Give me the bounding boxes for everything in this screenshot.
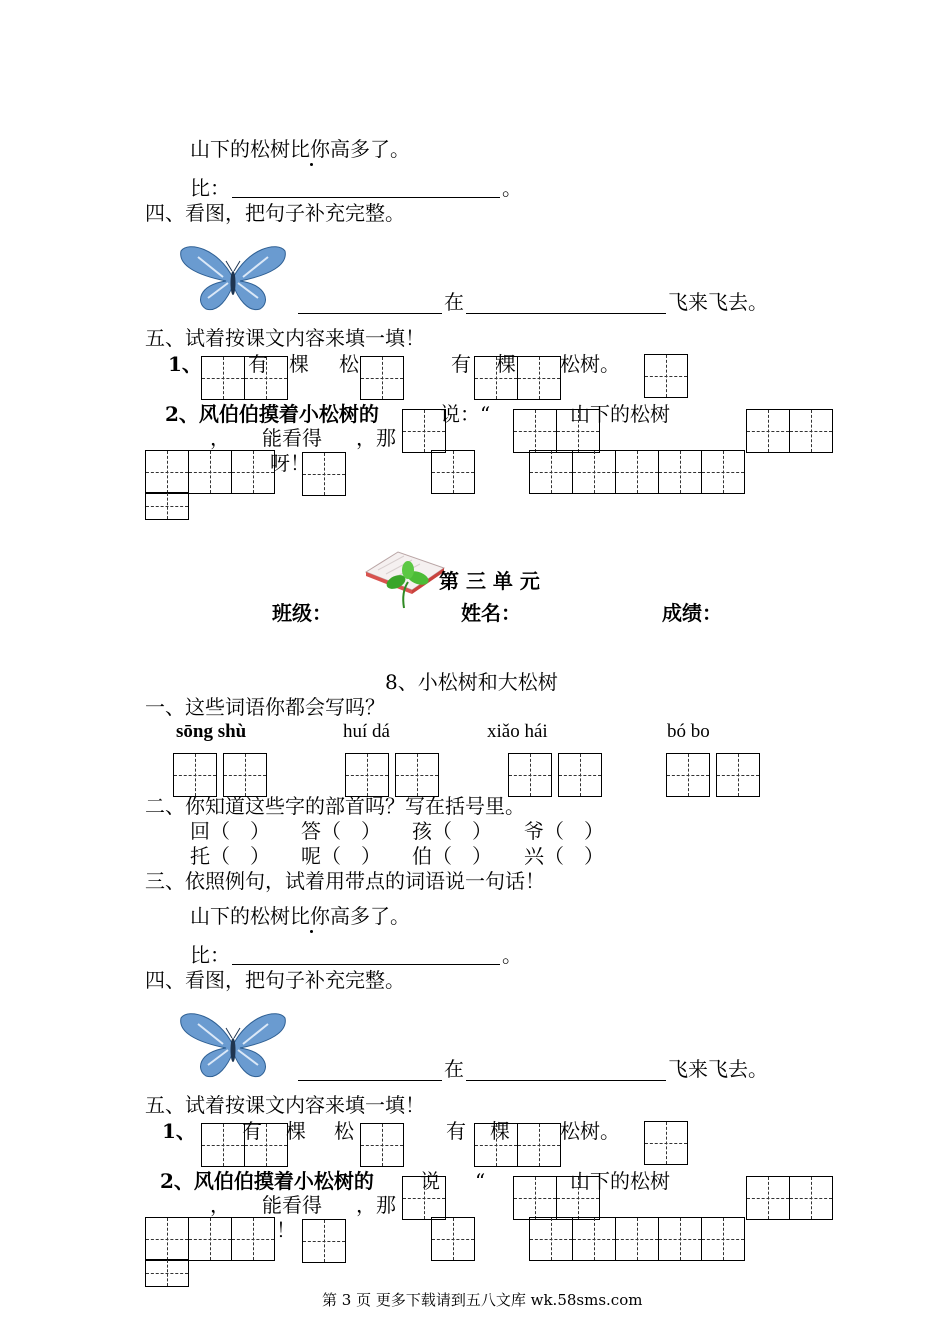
- text-fragment: 松树。: [560, 352, 620, 376]
- text-fragment: 棵: [496, 352, 516, 376]
- writing-box[interactable]: [701, 1217, 745, 1261]
- writing-box[interactable]: [789, 1176, 833, 1220]
- pinyin-label: huí dá: [343, 721, 390, 742]
- writing-box[interactable]: [746, 1176, 790, 1220]
- bi-prefix: 比：: [190, 943, 230, 967]
- zai-label: 在: [444, 290, 464, 314]
- writing-box[interactable]: [529, 450, 573, 494]
- question-3-heading: 三、依照例句，试着用带点的词语说一句话！: [145, 869, 545, 893]
- text-fragment: 棵: [490, 1119, 510, 1143]
- blank-line[interactable]: [298, 1080, 442, 1081]
- item-number: 1、: [168, 352, 202, 376]
- pinyin-label: sōng shù: [176, 721, 247, 742]
- question-4-heading: 四、看图，把句子补充完整。: [145, 968, 405, 992]
- zai-label: 在: [444, 1057, 464, 1081]
- text-fragment: 呀！: [270, 451, 310, 475]
- writing-box[interactable]: [513, 409, 557, 453]
- name-label: 姓名：: [461, 601, 521, 625]
- text-fragment: ，: [210, 1193, 230, 1217]
- example-sentence: 山下的松树比你高多了。: [190, 904, 410, 928]
- writing-box[interactable]: [517, 1123, 561, 1167]
- writing-box[interactable]: [701, 450, 745, 494]
- writing-box[interactable]: [716, 753, 760, 797]
- class-label: 班级：: [272, 601, 332, 625]
- pinyin-label: bó bo: [667, 721, 710, 742]
- text-fragment: 棵: [286, 1119, 306, 1143]
- writing-box[interactable]: [201, 356, 245, 400]
- writing-box[interactable]: [360, 356, 404, 400]
- answer-line[interactable]: [232, 964, 500, 965]
- writing-box[interactable]: [302, 452, 346, 496]
- writing-box[interactable]: [223, 753, 267, 797]
- writing-box[interactable]: [517, 356, 561, 400]
- writing-box[interactable]: [402, 409, 446, 453]
- writing-box[interactable]: [572, 1217, 616, 1261]
- text-fragment: 有: [242, 1119, 262, 1143]
- text-fragment: 能看得: [262, 1193, 322, 1217]
- lesson-title: 8、小松树和大松树: [385, 670, 558, 694]
- example-sentence: 山下的松树比你高多了。: [190, 137, 410, 161]
- writing-box[interactable]: [556, 1176, 600, 1220]
- radical-item: 孩（ ）: [412, 819, 492, 843]
- book-leaf-icon: [358, 542, 448, 610]
- radical-item: 兴（ ）: [524, 844, 604, 868]
- text-fragment: 松树。: [560, 1119, 620, 1143]
- item-text: 2、风伯伯摸着小松树的: [165, 402, 379, 426]
- writing-box[interactable]: [201, 1123, 245, 1167]
- writing-box[interactable]: [145, 1259, 189, 1287]
- text-fragment: 松: [339, 352, 359, 376]
- unit-title: 第 三 单 元: [439, 569, 540, 593]
- text-fragment: 说: [420, 1169, 440, 1193]
- pinyin-label: xiǎo hái: [487, 721, 548, 742]
- radical-item: 呢（ ）: [301, 844, 381, 868]
- writing-box[interactable]: [513, 1176, 557, 1220]
- writing-box[interactable]: [244, 1123, 288, 1167]
- butterfly-icon: [178, 243, 288, 313]
- text-fragment: 能看得: [262, 426, 322, 450]
- writing-box[interactable]: [474, 356, 518, 400]
- writing-box[interactable]: [615, 1217, 659, 1261]
- text-fragment: 有: [248, 352, 268, 376]
- text-fragment: 山下的松树: [570, 1169, 670, 1193]
- writing-box[interactable]: [558, 753, 602, 797]
- radical-item: 答（ ）: [301, 819, 381, 843]
- question-1-heading: 一、这些词语你都会写吗？: [145, 695, 385, 719]
- bi-end: 。: [502, 943, 522, 967]
- writing-box[interactable]: [644, 1121, 688, 1165]
- writing-box[interactable]: [556, 409, 600, 453]
- question-2-heading: 二、你知道这些字的部首吗？写在括号里。: [145, 794, 525, 818]
- text-fragment: ！: [276, 1218, 296, 1242]
- text-fragment: 松: [334, 1119, 354, 1143]
- blank-line[interactable]: [466, 313, 666, 314]
- radical-item: 伯（ ）: [412, 844, 492, 868]
- emphasis-dot: [310, 163, 313, 166]
- writing-box[interactable]: [402, 1176, 446, 1220]
- item-text: 2、风伯伯摸着小松树的: [160, 1169, 374, 1193]
- writing-box[interactable]: [431, 1217, 475, 1261]
- answer-line[interactable]: [232, 197, 500, 198]
- writing-box[interactable]: [789, 409, 833, 453]
- writing-box[interactable]: [145, 1217, 189, 1261]
- text-fragment: ，那: [356, 1193, 396, 1217]
- writing-box[interactable]: [508, 753, 552, 797]
- writing-box[interactable]: [431, 450, 475, 494]
- writing-box[interactable]: [529, 1217, 573, 1261]
- bi-prefix: 比：: [190, 176, 230, 200]
- text-fragment: 说：: [440, 402, 480, 426]
- question-4-heading: 四、看图，把句子补充完整。: [145, 201, 405, 225]
- writing-box[interactable]: [644, 354, 688, 398]
- writing-box[interactable]: [231, 1217, 275, 1261]
- writing-box[interactable]: [666, 753, 710, 797]
- writing-box[interactable]: [658, 1217, 702, 1261]
- blank-line[interactable]: [298, 313, 442, 314]
- writing-box[interactable]: [746, 409, 790, 453]
- text-fragment: ，: [210, 426, 230, 450]
- text-fragment: ，那: [356, 426, 396, 450]
- bi-end: 。: [502, 176, 522, 200]
- writing-box[interactable]: [173, 753, 217, 797]
- writing-box[interactable]: [395, 753, 439, 797]
- writing-box[interactable]: [658, 450, 702, 494]
- question-5-heading: 五、试着按课文内容来填一填！: [145, 1093, 425, 1117]
- writing-box[interactable]: [188, 450, 232, 494]
- writing-box[interactable]: [302, 1219, 346, 1263]
- question-5-heading: 五、试着按课文内容来填一填！: [145, 326, 425, 350]
- text-fragment: 山下的松树: [570, 402, 670, 426]
- radical-item: 托（ ）: [190, 844, 270, 868]
- blank-line[interactable]: [466, 1080, 666, 1081]
- writing-box[interactable]: [145, 450, 189, 494]
- text-fragment: “: [480, 402, 491, 426]
- radical-item: 回（ ）: [190, 819, 270, 843]
- radical-item: 爷（ ）: [524, 819, 604, 843]
- item-number: 1、: [162, 1119, 196, 1143]
- score-label: 成绩：: [662, 601, 722, 625]
- fly-label: 飞来飞去。: [668, 290, 768, 314]
- writing-box[interactable]: [360, 1123, 404, 1167]
- writing-box[interactable]: [572, 450, 616, 494]
- text-fragment: 棵: [289, 352, 309, 376]
- page-footer: 第 3 页 更多下载请到五八文库 wk.58sms.com: [322, 1291, 643, 1309]
- text-fragment: 有: [446, 1119, 466, 1143]
- text-fragment: “: [475, 1169, 486, 1193]
- butterfly-icon: [178, 1010, 288, 1080]
- writing-box[interactable]: [145, 492, 189, 520]
- fly-label: 飞来飞去。: [668, 1057, 768, 1081]
- writing-box[interactable]: [231, 450, 275, 494]
- writing-box[interactable]: [615, 450, 659, 494]
- writing-box[interactable]: [244, 356, 288, 400]
- writing-box[interactable]: [188, 1217, 232, 1261]
- writing-box[interactable]: [474, 1123, 518, 1167]
- text-fragment: 有: [451, 352, 471, 376]
- writing-box[interactable]: [345, 753, 389, 797]
- emphasis-dot: [310, 930, 313, 933]
